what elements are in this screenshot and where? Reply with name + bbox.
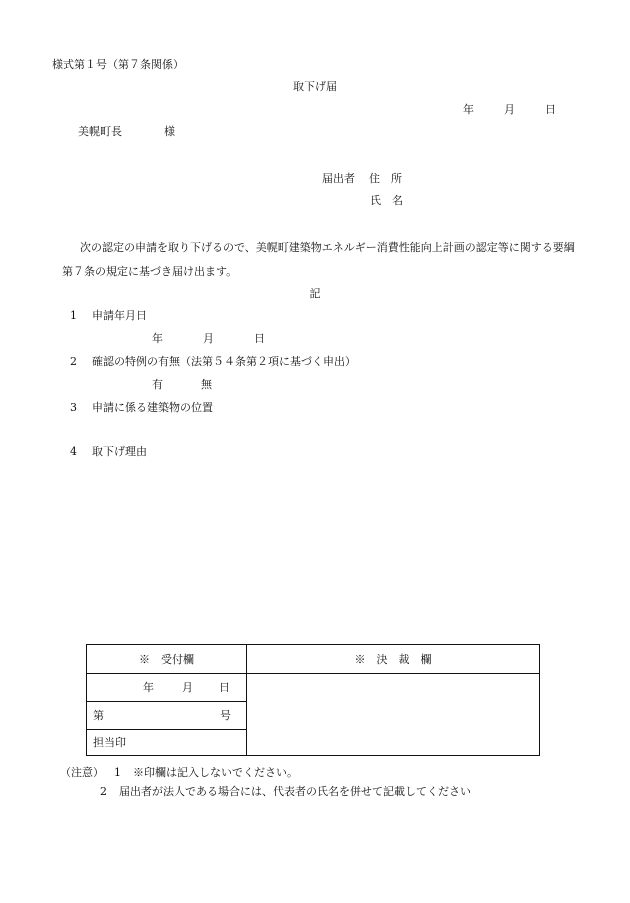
item-label: 取下げ理由 [92, 445, 147, 458]
document-title: 取下げ届 [293, 80, 337, 93]
reception-number-suffix: 号 [220, 709, 231, 722]
note-text: ※印欄は記入しないでください。 [133, 766, 298, 779]
note-number: 2 [100, 785, 107, 798]
reception-year: 年 [143, 681, 154, 694]
item-special-case [70, 355, 356, 369]
decision-header: ※ 決 裁 欄 [247, 645, 539, 674]
form-number: 様式第１号（第７条関係） [52, 58, 184, 71]
item-label: 確認の特例の有無（法第５４条第２項に基づく申出） [92, 355, 356, 368]
ki-heading: 記 [309, 287, 321, 300]
applicant-label: 届出者 [322, 172, 355, 185]
reception-number-row [87, 702, 246, 730]
item-number: 4 [70, 445, 77, 458]
person-in-charge-label: 担当印 [93, 736, 126, 749]
item-number: 1 [70, 309, 77, 322]
application-date-row [152, 332, 265, 346]
office-use-table [86, 644, 540, 756]
application-date-year: 年 [152, 332, 163, 345]
application-date-month: 月 [203, 332, 214, 345]
notes-label: （注意） [60, 766, 104, 779]
applicant-address-row [322, 172, 402, 186]
note-1 [60, 766, 298, 780]
reception-number-prefix: 第 [93, 709, 104, 722]
addressee [78, 125, 175, 139]
note-2 [100, 785, 471, 799]
note-number: 1 [114, 766, 121, 779]
reception-column [87, 645, 247, 755]
item-number: 2 [70, 355, 77, 368]
reception-month: 月 [182, 681, 193, 694]
note-text: 届出者が法人である場合には、代表者の氏名を併せて記載してください [119, 785, 471, 798]
decision-column [247, 645, 539, 755]
header-date-day: 日 [545, 103, 556, 116]
body-text: 次の認定の申請を取り下げるので、美幌町建築物エネルギー消費性能向上計画の認定等に関する要綱第７条の規定に基づき届け出ます。 [62, 241, 575, 278]
item-withdrawal-reason [70, 445, 147, 459]
person-in-charge-row [87, 730, 246, 756]
reception-date-row [87, 674, 246, 702]
header-date [463, 103, 556, 117]
applicant-name-label: 氏 名 [370, 194, 403, 207]
address-label: 住 所 [369, 172, 402, 185]
option-no: 無 [201, 378, 212, 391]
item-application-date [70, 309, 147, 323]
option-yes: 有 [152, 378, 163, 391]
application-date-day: 日 [254, 332, 265, 345]
presence-options [152, 378, 212, 392]
addressee-honorific: 様 [164, 125, 175, 138]
item-building-location [70, 401, 213, 415]
header-date-month: 月 [504, 103, 515, 116]
item-label: 申請に係る建築物の位置 [92, 401, 213, 414]
addressee-name: 美幌町長 [78, 125, 122, 138]
header-date-year: 年 [463, 103, 474, 116]
reception-header: ※ 受付欄 [87, 645, 246, 674]
item-number: 3 [70, 401, 77, 414]
item-label: 申請年月日 [92, 309, 147, 322]
reception-day: 日 [219, 681, 230, 694]
